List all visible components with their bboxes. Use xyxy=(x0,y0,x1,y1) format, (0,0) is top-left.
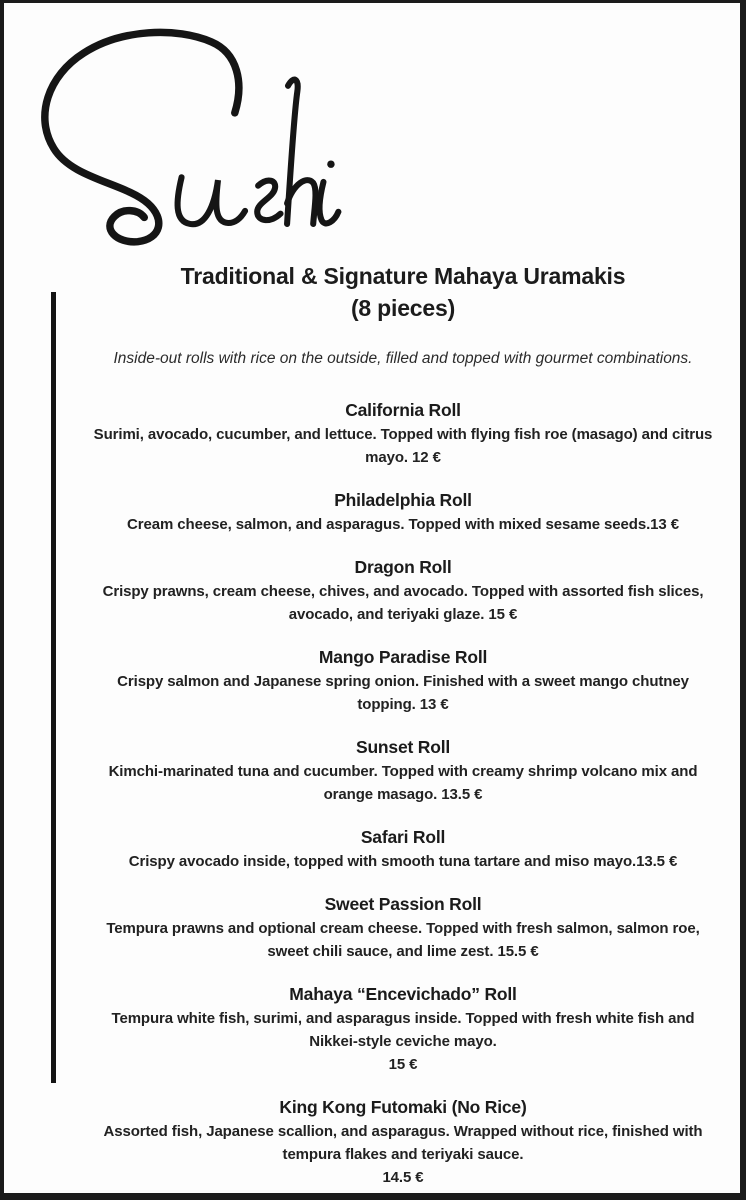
menu-item-description: Crispy salmon and Japanese spring onion. Finished with a sweet mango chutney topping. 13 € xyxy=(117,673,689,713)
menu-item-description: Assorted fish, Japanese scallion, and asparagus. Wrapped without rice, finished with tempura flakes and teriyaki sauce. xyxy=(103,1123,703,1163)
menu-item-name: King Kong Futomaki (No Rice) xyxy=(279,1097,527,1117)
menu-item-list xyxy=(92,398,714,1189)
menu-item xyxy=(92,735,714,806)
menu-item xyxy=(92,488,714,536)
sushi-logo xyxy=(22,27,358,256)
menu-item-description: Surimi, avocado, cucumber, and lettuce. Topped with flying fish roe (masago) and citrus mayo. 12 € xyxy=(93,426,713,466)
menu-item-description: Kimchi-marinated tuna and cucumber. Topped with creamy shrimp volcano mix and orange masago. 13.5 € xyxy=(108,763,698,803)
menu-item xyxy=(92,892,714,963)
menu-page xyxy=(4,3,740,1193)
menu-item-price: 15 € xyxy=(388,1056,418,1073)
menu-item-name: Mango Paradise Roll xyxy=(318,647,488,667)
menu-item-description: Crispy prawns, cream cheese, chives, and avocado. Topped with assorted fish slices, avocado, and teriyaki glaze. 15 € xyxy=(102,583,704,623)
menu-item-name: Philadelphia Roll xyxy=(334,490,472,510)
menu-item xyxy=(92,825,714,873)
menu-content xyxy=(92,260,714,1193)
section-subtitle: Inside-out rolls with rice on the outside, filled and topped with gourmet combinations. xyxy=(113,350,693,367)
menu-item xyxy=(92,982,714,1076)
menu-item-name: Safari Roll xyxy=(360,827,446,847)
menu-item-name: Dragon Roll xyxy=(354,557,452,577)
menu-item-description: Tempura prawns and optional cream cheese. Topped with fresh salmon, salmon roe, sweet chili sauce, and lime zest. 15.5 € xyxy=(106,920,700,960)
menu-item-name: Mahaya “Encevichado” Roll xyxy=(289,984,517,1004)
sushi-script-logo-graphic xyxy=(22,27,358,251)
section-title-line1: Traditional & Signature Mahaya Uramakis xyxy=(180,263,626,289)
menu-item xyxy=(92,645,714,716)
menu-item-price: 14.5 € xyxy=(382,1169,424,1186)
menu-item xyxy=(92,1095,714,1189)
menu-item xyxy=(92,555,714,626)
menu-item-description: Tempura white fish, surimi, and asparagus inside. Topped with fresh white fish and Nikkei-style ceviche mayo. xyxy=(111,1010,695,1050)
section-title xyxy=(92,260,714,324)
menu-item-description: Crispy avocado inside, topped with smooth tuna tartare and miso mayo.13.5 € xyxy=(128,853,678,870)
menu-item-name: California Roll xyxy=(345,400,461,420)
menu-item xyxy=(92,398,714,469)
menu-item-name: Sweet Passion Roll xyxy=(324,894,482,914)
left-accent-bar xyxy=(51,292,56,1083)
menu-item-name: Sunset Roll xyxy=(355,737,451,757)
section-title-line2: (8 pieces) xyxy=(350,295,456,321)
menu-item-description: Cream cheese, salmon, and asparagus. Topped with mixed sesame seeds.13 € xyxy=(127,516,679,533)
